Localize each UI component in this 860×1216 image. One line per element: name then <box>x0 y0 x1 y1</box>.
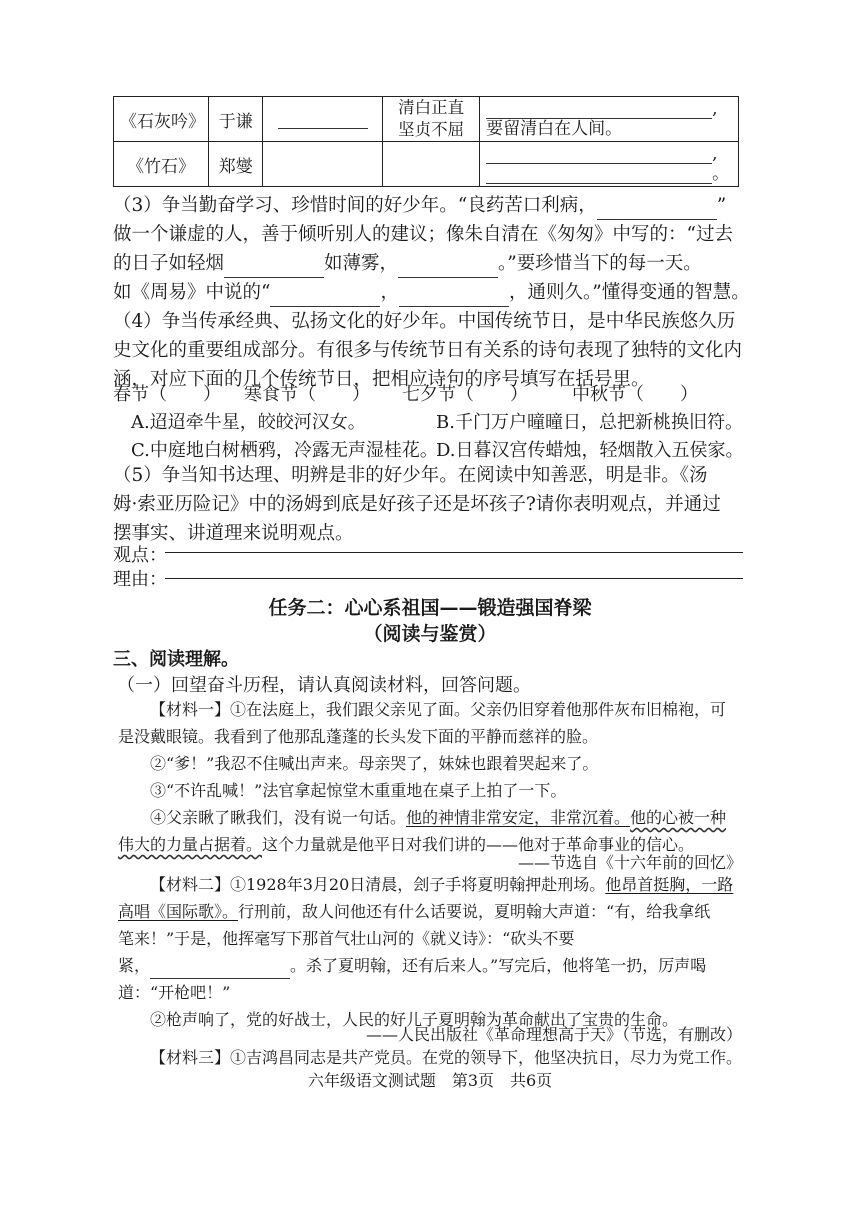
option-b: B.千门万户曈曈日，总把新桃换旧符。 <box>436 412 743 433</box>
poem-lines: , 要留清白在人间。 <box>480 97 739 142</box>
poem-title: 《竹石》 <box>114 142 209 187</box>
page-footer: 六年级语文测试题 第3页 共6页 <box>307 1071 553 1090</box>
q5-text: （5）争当知书达理、明辨是非的好少年。在阅读中知善恶，明是非。《汤 姆·索亚历险记》中的汤姆到底是好孩子还是坏孩子?请你表明观点，并通过 摆事实、讲道理来说明观点。 <box>113 465 721 544</box>
section3-heading: 三、阅读理解。 <box>113 649 239 670</box>
festival-midautumn[interactable]: 中秋节（ ） <box>572 384 698 405</box>
poem-theme: 清白正直 坚贞不屈 <box>383 97 480 142</box>
material-2-source: ——人民出版社《革命理想高于天》（节选，有删改） <box>365 1025 742 1044</box>
answer-blank[interactable] <box>224 261 324 278</box>
material-1: 【材料一】①在法庭上，我们跟父亲见了面。父亲仍旧穿着他那件灰布旧棉袍，可 是没戴眼镜。我看到了他那乱蓬蓬的长头发下面的平静而慈祥的脸。 ②“爹！”我忍不住喊出声来。母亲哭了，妹妹也跟着哭起来了。 ③“不许乱喊！”法官拿起惊堂木重重地在桌子上拍了一下。 ④父亲瞅了瞅我们，没有说一句话。他的神情非常安定，非常沉着。他的心被一种 伟大的力量占据着。这个力量就是他平日对我们讲的——他对于革命事业的信心。 <box>118 700 727 854</box>
poem-lines: , 。 <box>480 142 739 187</box>
table-row <box>114 142 739 187</box>
material-2: 【材料二】①1928年3月20日清晨，刽子手将夏明翰押赴刑场。他昂首挺胸，一路 高唱《国际歌》。行刑前，敌人问他还有什么话要说，夏明翰大声道：“有，给我拿纸 笔来！”于是，他挥毫写下那首气壮山河的《就义诗》：“砍头不要 紧， 。杀了夏明翰，还有后来人。”写完后，他将笔一扔，厉声喝 道：“开枪吧！” ②枪声响了，党的好战士，人民的好儿子夏明翰为革命献出了宝贵的生命。 <box>118 875 734 1029</box>
answer-blank[interactable] <box>263 142 383 187</box>
answer-blank[interactable] <box>263 97 383 142</box>
poem-author: 郑燮 <box>209 142 263 187</box>
answer-blank[interactable] <box>150 962 290 979</box>
material-1-source: ——节选自《十六年前的回忆》 <box>517 853 742 872</box>
answer-blank[interactable] <box>486 167 712 184</box>
material-3: 【材料三】①吉鸿昌同志是共产党员。在党的领导下，他坚决抗日，尽力为党工作。 <box>150 1048 743 1067</box>
view-answer-line[interactable] <box>165 552 743 553</box>
reason-label: 理由： <box>113 569 167 590</box>
answer-blank[interactable] <box>398 261 498 278</box>
option-c: C.中庭地白树栖鸦，冷露无声湿桂花。 <box>131 440 438 461</box>
poem-table <box>113 96 739 187</box>
answer-blank[interactable] <box>486 147 712 164</box>
task2-title: 任务二：心心系祖国——锻造强国脊梁 <box>268 597 592 619</box>
option-a: A.迢迢牵牛星，皎皎河汉女。 <box>131 412 366 433</box>
q4-text: （4）争当传承经典、弘扬文化的好少年。中国传统节日，是中华民族悠久历 史文化的重要组成部分。有很多与传统节日有关系的诗句表现了独特的文化内 涵，对应下面的几个传统节日，把相应诗句的序号填写在括号里。 <box>113 311 743 390</box>
answer-blank[interactable] <box>486 102 712 119</box>
festival-qixi[interactable]: 七夕节（ ） <box>402 384 528 405</box>
table-row <box>114 97 739 142</box>
festival-spring[interactable]: 春节（ ） <box>113 384 221 405</box>
festival-hanshi[interactable]: 寒食节（ ） <box>244 384 370 405</box>
section3-intro: （一）回望奋斗历程，请认真阅读材料，回答问题。 <box>117 675 531 696</box>
reason-answer-line[interactable] <box>165 578 743 579</box>
view-label: 观点： <box>113 545 167 566</box>
q3-text: （3）争当勤奋学习、珍惜时间的好少年。“良药苦口利病， ” 做一个谦虚的人，善于倾听别人的建议；像朱自清在《匆匆》中写的：“过去 的日子如轻烟 如薄雾， 。”要珍惜当下的每一天。 如《周易》中说的“ ， ，通则久。”懂得变通的智慧。 <box>113 191 753 307</box>
poem-theme[interactable] <box>383 142 480 187</box>
poem-title: 《石灰吟》 <box>114 97 209 142</box>
poem-author: 于谦 <box>209 97 263 142</box>
answer-blank[interactable] <box>270 290 380 307</box>
answer-blank[interactable] <box>597 203 717 220</box>
task2-subtitle: （阅读与鉴赏） <box>363 623 497 645</box>
option-d: D.日暮汉宫传蜡烛，轻烟散入五侯家。 <box>436 440 744 461</box>
answer-blank[interactable] <box>399 290 509 307</box>
